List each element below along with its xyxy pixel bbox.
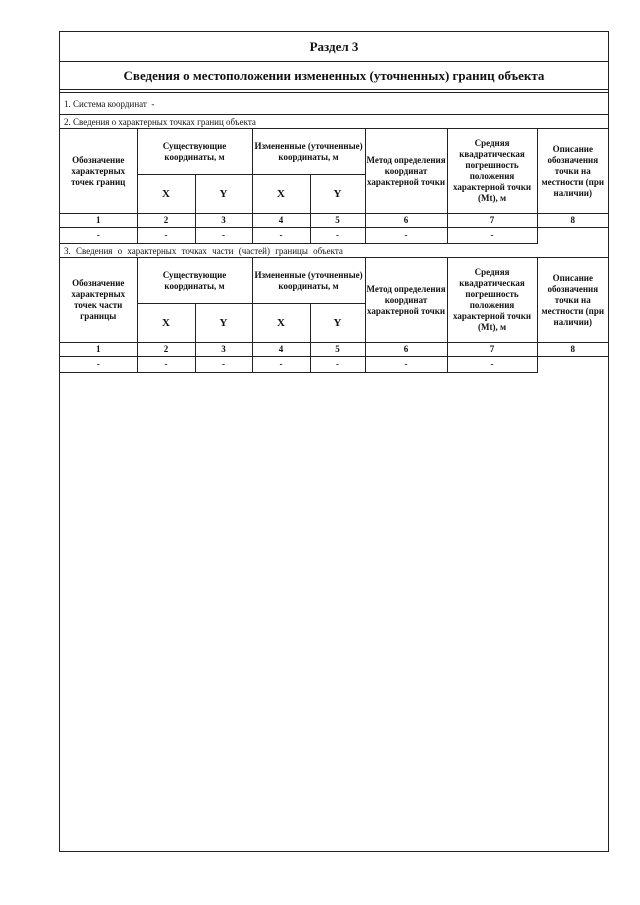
part1-colnum-7: 7	[447, 214, 537, 228]
coord-system-row	[60, 93, 608, 115]
part2-col-existing: Существующие координаты, м	[137, 258, 252, 304]
table-row	[60, 357, 608, 373]
part1-colnum-3: 3	[195, 214, 252, 228]
part1-col-method: Метод определения координат характерной точки	[365, 129, 447, 214]
part2-cell: -	[60, 357, 137, 373]
part2-table	[60, 258, 608, 373]
part2-heading: 3. Сведения о характерных точках части (частей) границы объекта	[60, 244, 608, 258]
part2-colnum-3: 3	[195, 343, 252, 357]
part1-cell: -	[195, 228, 252, 244]
section-subtitle: Сведения о местоположении измененных (уточненных) границ объекта	[60, 62, 608, 90]
part2-colnum-6: 6	[365, 343, 447, 357]
part2-colnum-1: 1	[60, 343, 137, 357]
part1-col-changed: Измененные (уточненные) координаты, м	[252, 129, 365, 175]
part2-cell: -	[447, 357, 537, 373]
part2-col-changed-x: X	[252, 304, 310, 343]
part1-cell: -	[252, 228, 310, 244]
part1-cell: -	[137, 228, 195, 244]
part1-colnum-6: 6	[365, 214, 447, 228]
part2-colnum-2: 2	[137, 343, 195, 357]
part1-colnum-4: 4	[252, 214, 310, 228]
part1-cell: -	[365, 228, 447, 244]
part1-colnum-1: 1	[60, 214, 137, 228]
part2-col-error: Средняя квадратическая погрешность положения характерной точки (Mt), м	[447, 258, 537, 343]
part2-colnum-7: 7	[447, 343, 537, 357]
document-sheet	[59, 31, 609, 852]
part1-col-existing-x: X	[137, 175, 195, 214]
part1-cell: -	[60, 228, 137, 244]
part1-col-error: Средняя квадратическая погрешность положения характерной точки (Mt), м	[447, 129, 537, 214]
part2-cell: -	[252, 357, 310, 373]
part1-col-changed-y: Y	[310, 175, 365, 214]
part2-col-existing-y: Y	[195, 304, 252, 343]
part2-cell: -	[310, 357, 365, 373]
part1-col-existing-y: Y	[195, 175, 252, 214]
part1-cell: -	[447, 228, 537, 244]
part2-colnum-4: 4	[252, 343, 310, 357]
coord-system-value: -	[151, 99, 155, 109]
part1-col-changed-x: X	[252, 175, 310, 214]
part2-cell	[537, 357, 608, 373]
section-title: Раздел 3	[60, 32, 608, 62]
part2-col-description: Описание обозначения точки на местности (при наличии)	[537, 258, 608, 343]
table-row	[60, 228, 608, 244]
part2-colnum-8: 8	[537, 343, 608, 357]
part1-colnum-2: 2	[137, 214, 195, 228]
part1-col-existing: Существующие координаты, м	[137, 129, 252, 175]
part1-col-designation: Обозначение характерных точек границ	[60, 129, 137, 214]
part2-col-changed-y: Y	[310, 304, 365, 343]
part1-cell: -	[310, 228, 365, 244]
part2-col-designation: Обозначение характерных точек части границы	[60, 258, 137, 343]
part1-colnum-8: 8	[537, 214, 608, 228]
part1-cell	[537, 228, 608, 244]
part1-table	[60, 129, 608, 244]
coord-system-label: 1. Система координат	[64, 99, 147, 109]
part2-cell: -	[195, 357, 252, 373]
part2-col-method: Метод определения координат характерной точки	[365, 258, 447, 343]
part2-cell: -	[365, 357, 447, 373]
part1-colnum-5: 5	[310, 214, 365, 228]
part2-colnum-5: 5	[310, 343, 365, 357]
part1-heading: 2. Сведения о характерных точках границ объекта	[60, 115, 608, 129]
part2-cell: -	[137, 357, 195, 373]
part2-col-existing-x: X	[137, 304, 195, 343]
part2-col-changed: Измененные (уточненные) координаты, м	[252, 258, 365, 304]
part1-col-description: Описание обозначения точки на местности (при наличии)	[537, 129, 608, 214]
